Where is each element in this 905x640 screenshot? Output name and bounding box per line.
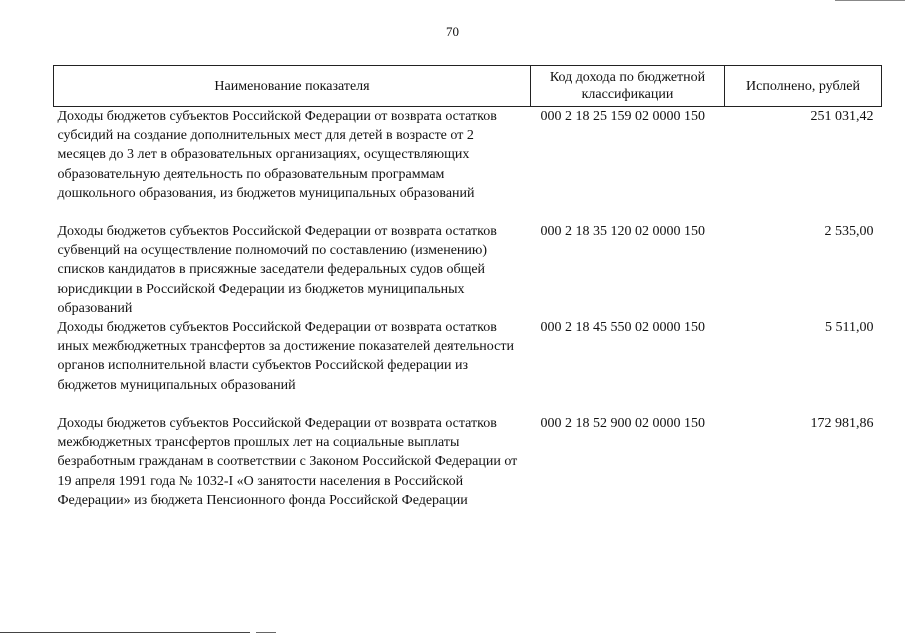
- row-name: Доходы бюджетов субъектов Российской Федерации от возврата остатков субвенций на осуществление полномочий по составлению (изменению) списков кандидатов в присяжные заседатели федеральных судов общей юрисдикции в Российской Федерации из бюджетов муниципальных образований: [57, 224, 497, 316]
- row-code: 000 2 18 35 120 02 0000 150: [540, 224, 705, 239]
- table-row: [54, 318, 882, 414]
- row-amount: 5 511,00: [825, 320, 874, 336]
- header-code: Код дохода по бюджетной классификации: [531, 66, 725, 107]
- table-row: [54, 414, 882, 530]
- bottom-divider: [0, 632, 250, 633]
- table-row: [54, 107, 882, 223]
- table-row: [54, 222, 882, 318]
- header-name: Наименование показателя: [54, 66, 531, 107]
- row-amount: 2 535,00: [824, 224, 874, 239]
- row-code: 000 2 18 45 550 02 0000 150: [540, 320, 705, 336]
- row-name: Доходы бюджетов субъектов Российской Федерации от возврата остатков межбюджетных трансфертов прошлых лет на социальные выплаты безработным гражданам в соответствии с Законом Российской Федерации от 19 апреля 1991 года № 1032-I «О занятости населения в Российской Федерации» из бюджета Пенсионного фонда Российской Федерации: [57, 416, 518, 508]
- row-amount: 172 981,86: [810, 416, 874, 432]
- bottom-divider-fragment: [256, 632, 276, 633]
- page-number: 70: [446, 24, 459, 39]
- row-name: Доходы бюджетов субъектов Российской Федерации от возврата остатков иных межбюджетных трансфертов за достижение показателей деятельности органов исполнительной власти субъектов Российской федерации из бюджетов муниципальных образований: [57, 320, 514, 393]
- scan-edge-line: [835, 0, 905, 1]
- row-name: Доходы бюджетов субъектов Российской Федерации от возврата остатков субсидий на создание дополнительных мест для детей в возрасте от 2 месяцев до 3 лет в образовательных организациях, осуществляющих образовательную деятельность по образовательным программам дошкольного образования, из бюджетов муниципальных образований: [57, 109, 497, 201]
- row-code: 000 2 18 52 900 02 0000 150: [540, 416, 705, 432]
- header-amount: Исполнено, рублей: [725, 66, 882, 107]
- row-amount: 251 031,42: [810, 109, 874, 124]
- income-table: [53, 65, 882, 530]
- table-header-row: [54, 66, 882, 107]
- row-code: 000 2 18 25 159 02 0000 150: [540, 109, 705, 124]
